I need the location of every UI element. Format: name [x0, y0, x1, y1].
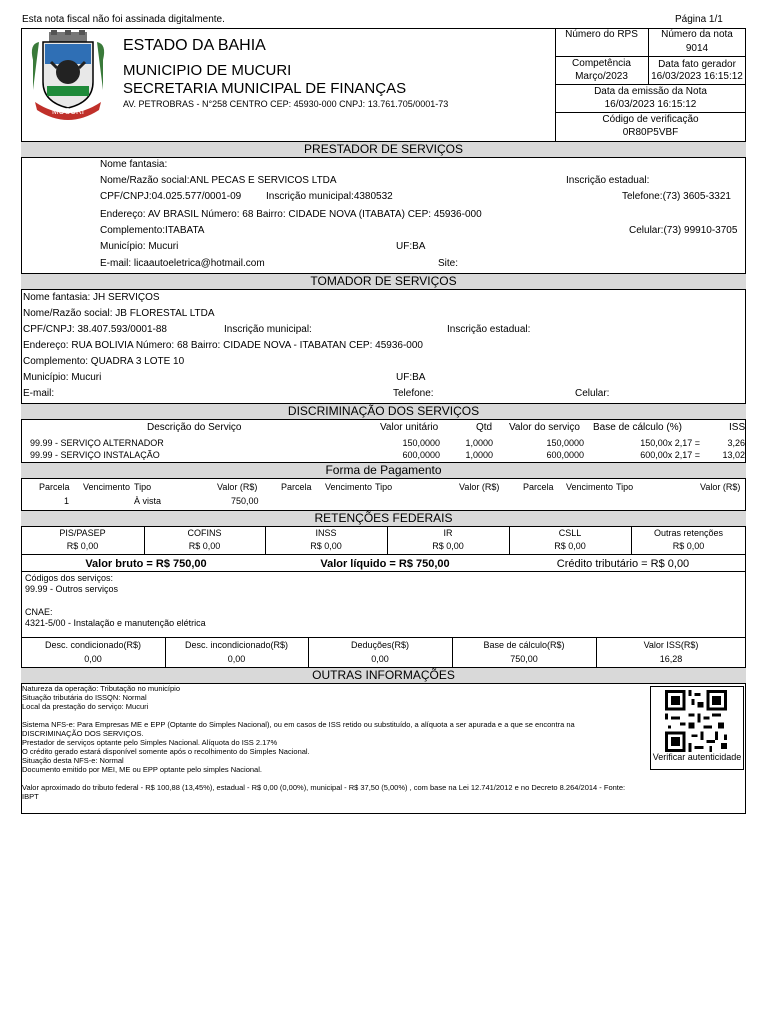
service-row-value: 150,0000: [546, 438, 584, 448]
pay-col-due: Vencimento: [83, 482, 131, 492]
provider-phone: Telefone:(73) 3605-3321: [622, 191, 731, 202]
deduction-label: Desc. incondicionado(R$): [184, 640, 289, 650]
pay-installment-value: 1: [64, 496, 70, 506]
customer-email: E-mail:: [23, 388, 55, 399]
pay-col-installment: Parcela: [39, 482, 70, 492]
retention-value: R$ 0,00: [554, 541, 586, 551]
pay-col-due: Vencimento: [325, 482, 373, 492]
customer-complement: Complemento: QUADRA 3 LOTE 10: [23, 356, 185, 367]
crest-banner-text: MUCURI: [52, 107, 84, 116]
other-info-line: DISCRIMINAÇÃO DOS SERVIÇOS.: [22, 729, 144, 738]
retention-value: R$ 0,00: [432, 541, 464, 551]
municipal-crest: [29, 30, 107, 122]
other-info-line: IBPT: [22, 792, 39, 801]
other-info-line: Prestador de serviços optante pelo Simples Nacional. Alíquota do ISS 2.17%: [22, 738, 278, 747]
service-row-iss: 3,26: [727, 438, 745, 448]
net-value: Valor líquido = R$ 750,00: [320, 558, 450, 570]
provider-cnpj: CPF/CNPJ:04.025.577/0001-09: [100, 191, 242, 202]
pay-type-value: À vista: [134, 496, 162, 506]
service-row-qty: 1,0000: [465, 450, 493, 460]
verification-code-label: Código de verificação: [602, 114, 699, 125]
provider-municipal-registration: Inscrição municipal:4380532: [266, 191, 393, 202]
customer-municipal-registration: Inscrição municipal:: [224, 324, 312, 335]
retention-label: CSLL: [558, 528, 582, 538]
provider-state-registration: Inscrição estadual:: [566, 175, 650, 186]
service-row-unit: 600,0000: [402, 450, 440, 460]
pay-col-value: Valor (R$): [217, 482, 258, 492]
service-row-base: 150,00x 2,17 =: [640, 438, 700, 448]
competence-value: Março/2023: [575, 71, 628, 82]
other-info-text: [22, 684, 647, 801]
deduction-label: Valor ISS(R$): [643, 640, 699, 650]
customer-state: UF:BA: [396, 372, 426, 383]
col-description: Descrição do Serviço: [147, 422, 242, 433]
pay-col-due: Vencimento: [566, 482, 614, 492]
gross-value: Valor bruto = R$ 750,00: [85, 558, 207, 570]
deduction-label: Base de cálculo(R$): [483, 640, 565, 650]
provider-trade-name: Nome fantasia:: [100, 159, 168, 170]
provider-email: E-mail: licaautoeletrica@hotmail.com: [100, 258, 265, 269]
municipality-title: MUNICIPIO DE MUCURI: [123, 62, 292, 79]
rps-number-label: Número do RPS: [565, 29, 638, 40]
provider-state: UF:BA: [396, 241, 426, 252]
customer-city: Município: Mucuri: [23, 372, 102, 383]
service-codes-value: 99.99 - Outros serviços: [25, 584, 119, 594]
pay-col-installment: Parcela: [281, 482, 312, 492]
service-row-base: 600,00x 2,17 =: [640, 450, 700, 460]
retention-label: Outras retenções: [653, 528, 724, 538]
deduction-value: 0,00: [371, 654, 389, 664]
provider-company-name: Nome/Razão social:ANL PECAS E SERVICOS LTDA: [100, 175, 337, 186]
pay-col-installment: Parcela: [523, 482, 554, 492]
unsigned-notice: Esta nota fiscal não foi assinada digitalmente.: [22, 14, 225, 25]
retention-value: R$ 0,00: [66, 541, 99, 551]
secretariat-title: SECRETARIA MUNICIPAL DE FINANÇAS: [123, 80, 407, 97]
deduction-value: 0,00: [227, 654, 246, 664]
taxable-event-value: 16/03/2023 16:15:12: [651, 71, 743, 82]
col-calc-base: Base de cálculo (%): [593, 422, 682, 433]
other-info-line: [22, 774, 647, 783]
other-info-line: Local da prestação do serviço: Mucuri: [22, 702, 149, 711]
verification-code-value: 0R80P5VBF: [622, 127, 679, 138]
payment-section-header: Forma de Pagamento: [21, 462, 746, 479]
service-codes-label: Códigos dos serviços:: [25, 573, 114, 583]
pay-col-type: Tipo: [616, 482, 634, 492]
customer-section-header: TOMADOR DE SERVIÇOS: [21, 273, 746, 290]
pay-col-type: Tipo: [375, 482, 393, 492]
provider-complement: Complemento:ITABATA: [100, 225, 205, 236]
pay-col-value: Valor (R$): [459, 482, 500, 492]
other-info-section-header: OUTRAS INFORMAÇÕES: [21, 667, 746, 684]
cnae-label: CNAE:: [25, 607, 53, 617]
state-title: ESTADO DA BAHIA: [123, 37, 266, 54]
cnae-value: 4321-5/00 - Instalação e manutenção elétrica: [25, 618, 206, 628]
col-quantity: Qtd: [476, 422, 493, 433]
retention-label: INSS: [315, 528, 337, 538]
service-row-desc: 99.99 - SERVIÇO ALTERNADOR: [30, 438, 164, 448]
customer-trade-name: Nome fantasia: JH SERVIÇOS: [23, 292, 160, 303]
services-section-header: DISCRIMINAÇÃO DOS SERVIÇOS: [21, 403, 746, 420]
col-unit-price: Valor unitário: [380, 422, 439, 433]
other-info-line: [22, 711, 647, 720]
provider-site: Site:: [438, 258, 459, 269]
competence-label: Competência: [572, 58, 631, 69]
other-info-line: O crédito gerado estará disponível somente após o recolhimento do Simples Nacional.: [22, 747, 310, 756]
tax-credit: Crédito tributário = R$ 0,00: [556, 558, 690, 570]
issue-date-value: 16/03/2023 16:15:12: [604, 99, 697, 110]
retention-value: R$ 0,00: [310, 541, 342, 551]
invoice-number-value: 9014: [685, 43, 709, 54]
service-row-unit: 150,0000: [402, 438, 440, 448]
retention-label: COFINS: [187, 528, 222, 538]
col-service-value: Valor do serviço: [509, 422, 580, 433]
deduction-value: 16,28: [659, 654, 683, 664]
customer-cnpj: CPF/CNPJ: 38.407.593/0001-88: [23, 324, 167, 335]
qr-code[interactable]: [665, 690, 727, 757]
prefecture-address: AV. PETROBRAS - N°258 CENTRO CEP: 45930-000 CNPJ: 13.761.705/0001-73: [123, 99, 449, 109]
provider-city: Município: Mucuri: [100, 241, 179, 252]
withholdings-section-header: RETENÇÕES FEDERAIS: [21, 510, 746, 527]
retention-label: IR: [443, 528, 453, 538]
retention-value: R$ 0,00: [188, 541, 221, 551]
other-info-line: Documento emitido por MEI, ME ou EPP optante pelo simples Nacional.: [22, 765, 262, 774]
customer-state-registration: Inscrição estadual:: [447, 324, 531, 335]
provider-address: Endereço: AV BRASIL Número: 68 Bairro: CIDADE NOVA (ITABATA) CEP: 45936-000: [100, 209, 482, 220]
other-info-line: Situação desta NFS-e: Normal: [22, 756, 124, 765]
pay-amount-value: 750,00: [231, 496, 259, 506]
issue-date-label: Data da emissão da Nota: [594, 86, 707, 97]
service-row-desc: 99.99 - SERVIÇO INSTALAÇÃO: [30, 450, 160, 460]
customer-company-name: Nome/Razão social: JB FLORESTAL LTDA: [23, 308, 215, 319]
col-iss: ISS: [729, 422, 746, 433]
service-row-iss: 13,02: [722, 450, 745, 460]
pay-col-value: Valor (R$): [700, 482, 741, 492]
deduction-value: 0,00: [84, 654, 102, 664]
other-info-line: Situação tributária do ISSQN: Normal: [22, 693, 147, 702]
other-info-line: Valor aproximado do tributo federal - R$ 100,88 (13,45%), estadual - R$ 0,00 (0,00%), municipal - R$ 37,50 (5,00%) , com base na Lei 12.741/2012 e no Decreto 8.264/2014 - Fonte:: [22, 783, 626, 792]
taxable-event-label: Data fato gerador: [658, 59, 736, 70]
customer-phone: Telefone:: [393, 388, 434, 399]
other-info-line: Natureza da operação: Tributação no município: [22, 684, 181, 693]
deduction-value: 750,00: [510, 654, 538, 664]
verify-authenticity-link[interactable]: Verificar autenticidade: [652, 752, 742, 762]
other-info-line: Sistema NFS-e: Para Empresas ME e EPP (Optante do Simples Nacional), ou em casos de ISS retido ou substituído, a alíquota a ser apurada e a que se encontra na: [22, 720, 575, 729]
provider-mobile: Celular:(73) 99910-3705: [629, 225, 738, 236]
service-row-value: 600,0000: [546, 450, 584, 460]
retention-label: PIS/PASEP: [59, 528, 106, 538]
provider-section-header: PRESTADOR DE SERVIÇOS: [21, 141, 746, 158]
page-number: Página 1/1: [675, 14, 723, 25]
customer-address: Endereço: RUA BOLIVIA Número: 68 Bairro: CIDADE NOVA - ITABATAN CEP: 45936-000: [23, 340, 423, 351]
customer-mobile: Celular:: [575, 388, 610, 399]
deduction-label: Deduções(R$): [350, 640, 410, 650]
pay-col-type: Tipo: [134, 482, 152, 492]
retention-value: R$ 0,00: [672, 541, 705, 551]
service-row-qty: 1,0000: [465, 438, 493, 448]
invoice-number-label: Número da nota: [661, 29, 733, 40]
deduction-label: Desc. condicionado(R$): [44, 640, 142, 650]
